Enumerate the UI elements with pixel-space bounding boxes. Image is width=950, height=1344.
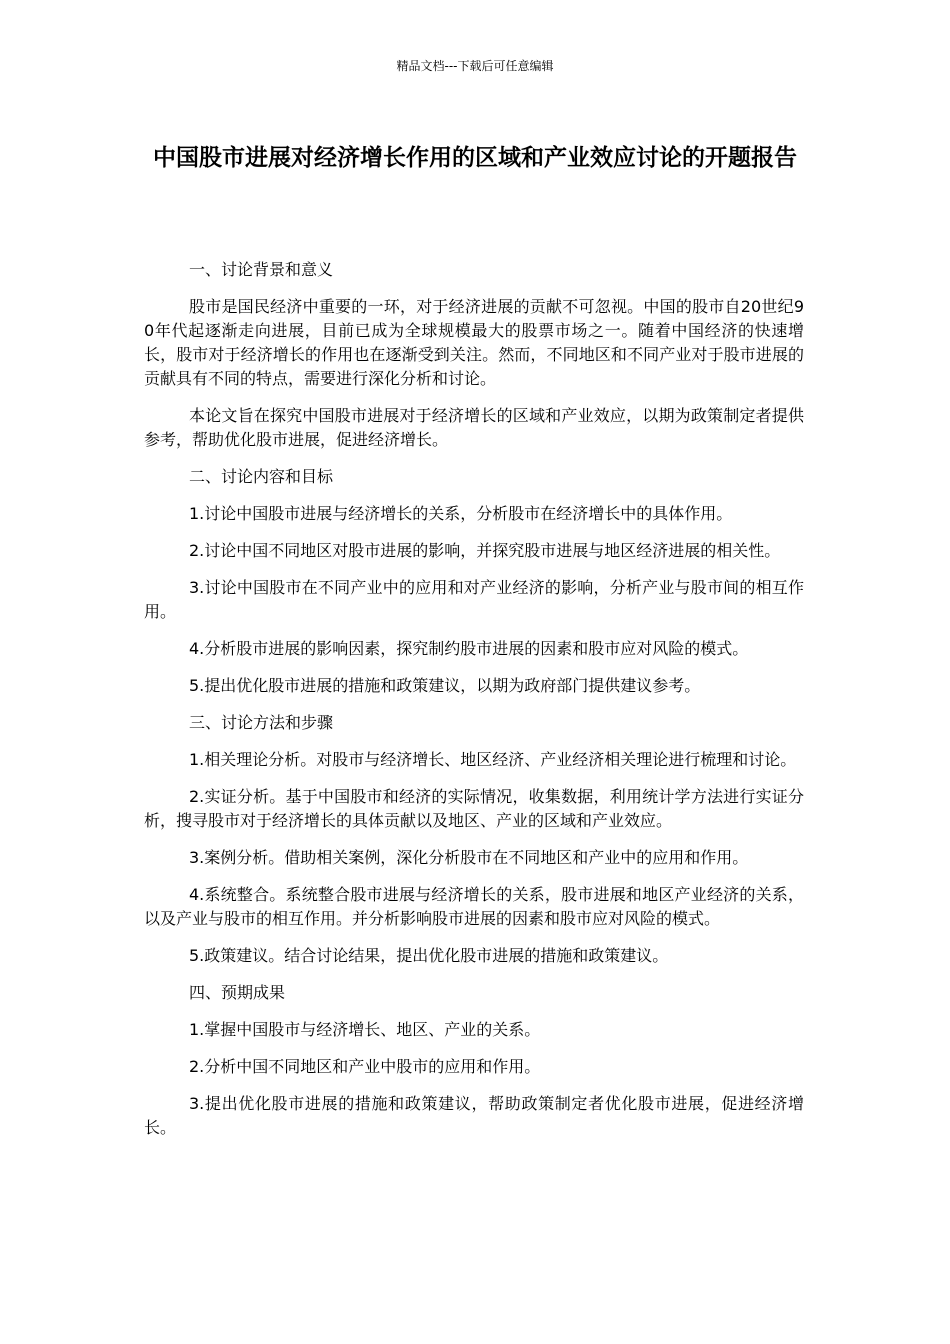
list-item-content-4: 4.分析股市进展的影响因素，探究制约股市进展的因素和股市应对风险的模式。 bbox=[189, 639, 749, 658]
list-item-method-5: 5.政策建议。结合讨论结果，提出优化股市进展的措施和政策建议。 bbox=[189, 946, 669, 965]
document-title: 中国股市进展对经济增长作用的区域和产业效应讨论的开题报告 bbox=[153, 145, 797, 171]
list-item-content-5: 5.提出优化股市进展的措施和政策建议，以期为政府部门提供建议参考。 bbox=[189, 676, 701, 695]
section-heading-content-goals: 二、讨论内容和目标 bbox=[189, 467, 334, 486]
section-heading-methods: 三、讨论方法和步骤 bbox=[189, 713, 334, 732]
list-item-method-1: 1.相关理论分析。对股市与经济增长、地区经济、产业经济相关理论进行梳理和讨论。 bbox=[189, 750, 797, 769]
document-body bbox=[144, 258, 804, 1153]
list-item-outcome-2: 2.分析中国不同地区和产业中股市的应用和作用。 bbox=[189, 1057, 541, 1076]
list-item-content-1: 1.讨论中国股市进展与经济增长的关系，分析股市在经济增长中的具体作用。 bbox=[189, 504, 733, 523]
paragraph-background-2: 本论文旨在探究中国股市进展对于经济增长的区域和产业效应，以期为政策制定者提供参考，帮助优化股市进展，促进经济增长。 bbox=[144, 406, 804, 449]
paragraph-background-1: 股市是国民经济中重要的一环，对于经济进展的贡献不可忽视。中国的股市自20世纪90年代起逐渐走向进展，目前已成为全球规模最大的股票市场之一。随着中国经济的快速增长，股市对于经济增长的作用也在逐渐受到关注。然而，不同地区和不同产业对于股市进展的贡献具有不同的特点，需要进行深化分析和讨论。 bbox=[144, 297, 804, 388]
section-heading-outcomes: 四、预期成果 bbox=[189, 983, 286, 1002]
list-item-method-2: 2.实证分析。基于中国股市和经济的实际情况，收集数据，利用统计学方法进行实证分析，搜寻股市对于经济增长的具体贡献以及地区、产业的区域和产业效应。 bbox=[144, 787, 804, 830]
list-item-method-3: 3.案例分析。借助相关案例，深化分析股市在不同地区和产业中的应用和作用。 bbox=[189, 848, 749, 867]
list-item-content-3: 3.讨论中国股市在不同产业中的应用和对产业经济的影响，分析产业与股市间的相互作用。 bbox=[144, 578, 804, 621]
list-item-method-4: 4.系统整合。系统整合股市进展与经济增长的关系，股市进展和地区产业经济的关系，以及产业与股市的相互作用。并分析影响股市进展的因素和股市应对风险的模式。 bbox=[144, 885, 804, 928]
header-note: 精品文档---下载后可任意编辑 bbox=[396, 59, 554, 73]
list-item-outcome-1: 1.掌握中国股市与经济增长、地区、产业的关系。 bbox=[189, 1020, 541, 1039]
list-item-outcome-3: 3.提出优化股市进展的措施和政策建议，帮助政策制定者优化股市进展，促进经济增长。 bbox=[144, 1094, 804, 1137]
list-item-content-2: 2.讨论中国不同地区对股市进展的影响，并探究股市进展与地区经济进展的相关性。 bbox=[189, 541, 781, 560]
section-heading-background: 一、讨论背景和意义 bbox=[189, 260, 334, 279]
